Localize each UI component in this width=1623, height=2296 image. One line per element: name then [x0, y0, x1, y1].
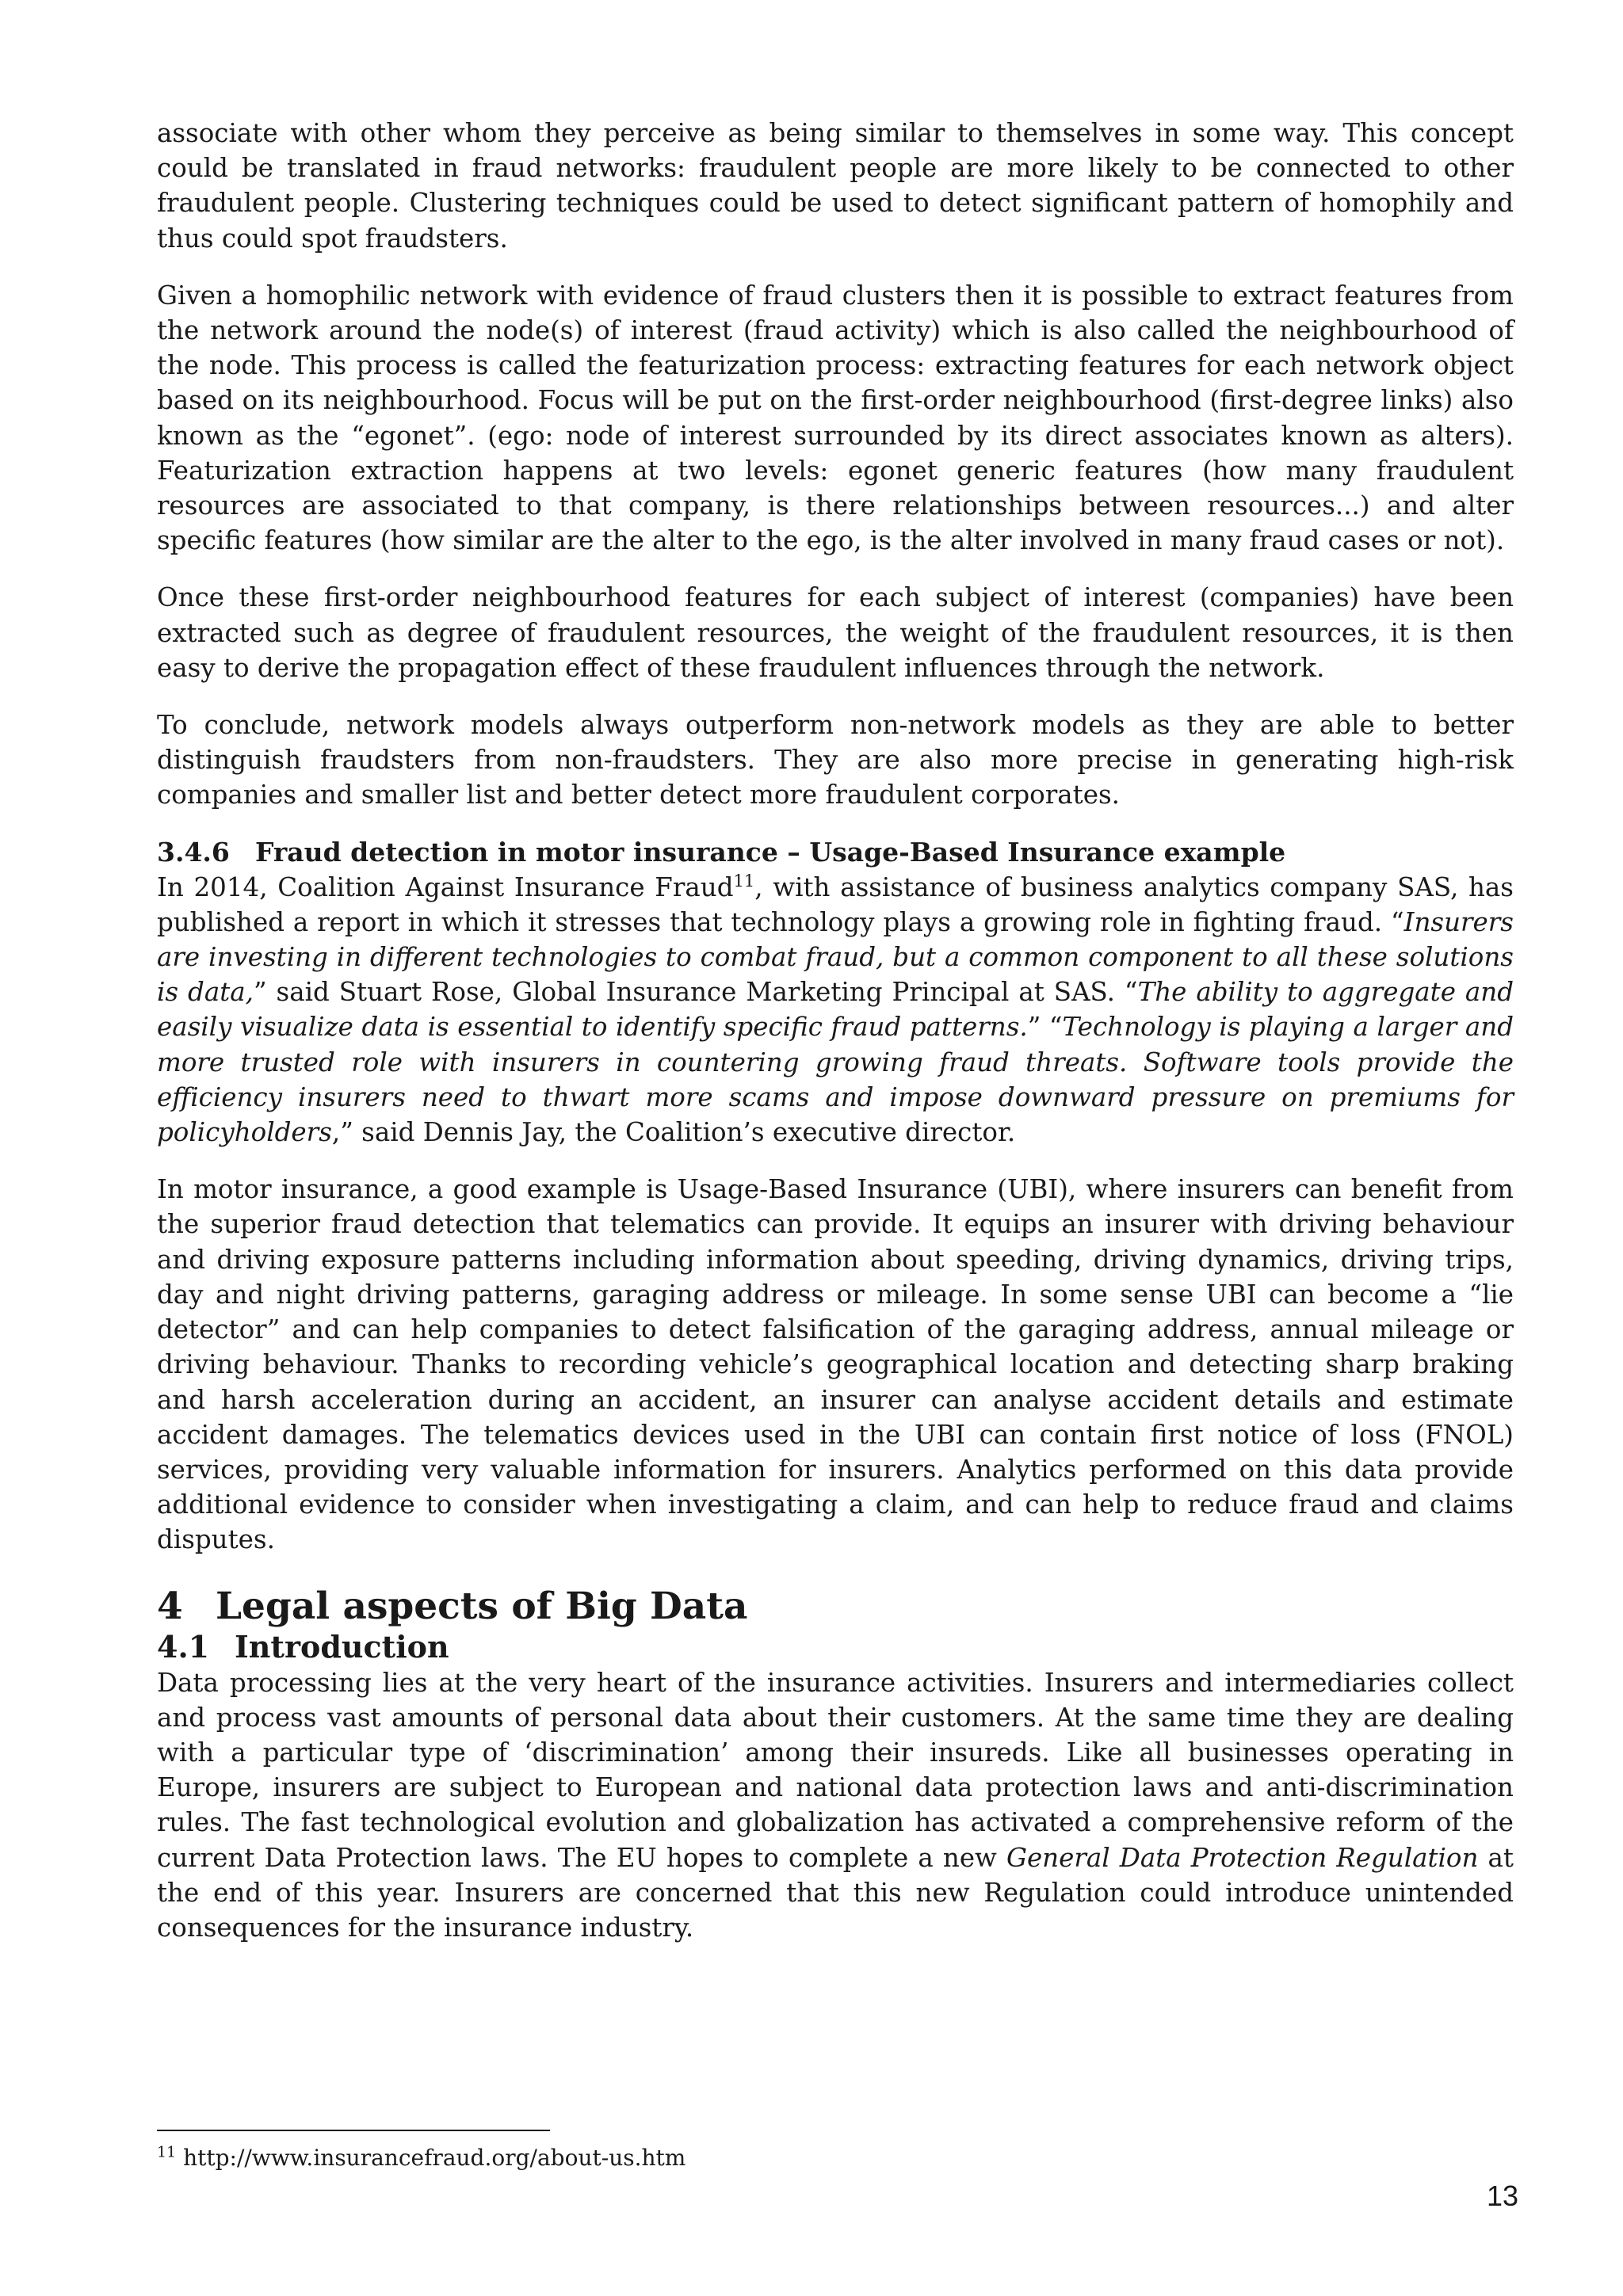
paragraph-featurization: Given a homophilic network with evidence of fraud clusters then it is possible to extract features from the network around the node(s) of interest (fraud activity) which is also called the neighbourhood of the node. This process is called the featurization process: extracting features for each network object based on its neighbourhood. Focus will be put on the first-order neighbourhood (first-degree links) also known as the “egonet”. (ego: node of interest surrounded by its direct associates known as alters). Featurization extraction happens at two levels: egonet generic features (how many fraudulent resources are associated to that company, is there relationships between resources...) and alter specific features (how similar are the alter to the ego, is the alter involved in many fraud cases or not). [157, 280, 1514, 556]
quote-dennis-jay: Technology is playing a larger and more trusted role with insurers in countering growing fraud threats. Software tools provide the efficiency insurers need to thwart more scams and impose downward pressure on premiums for policyholders [157, 1012, 1514, 1148]
text-run: ,” said Dennis Jay, the Coalition’s executive director. [331, 1117, 1016, 1148]
section-heading-3-4-6 [157, 835, 1514, 870]
section-title: Fraud detection in motor insurance – Usage-Based Insurance example [255, 836, 1286, 868]
paragraph-introduction [157, 1665, 1514, 1946]
paragraph-conclusion: To conclude, network models always outperform non-network models as they are able to better distinguish fraudsters from non-fraudsters. They are also more precise in generating high-risk companies and smaller list and better detect more fraudulent corporates. [157, 710, 1514, 810]
chapter-title: Legal aspects of Big Data [216, 1584, 748, 1628]
gdpr-title: General Data Protection Regulation [1006, 1842, 1479, 1873]
section-number: 3.4.6 [157, 836, 230, 868]
section-number: 4.1 [157, 1628, 210, 1665]
footnote-url[interactable]: http://www.insurancefraud.org/about-us.htm [176, 2145, 686, 2171]
page-body [157, 116, 1514, 1967]
text-run: ” “ [1027, 1012, 1063, 1043]
section-heading-4-1 [157, 1629, 1514, 1665]
footnote-reference: 11 [733, 871, 755, 891]
footnote [157, 2144, 685, 2172]
paragraph-propagation: Once these first-order neighbourhood features for each subject of interest (companies) have been extracted such as degree of fraudulent resources, the weight of the fraudulent resources, it is then easy to derive the propagation effect of these fraudulent influences through the network. [157, 582, 1514, 683]
chapter-number: 4 [157, 1584, 183, 1628]
footnote-marker: 11 [157, 2143, 177, 2161]
chapter-heading-4 [157, 1585, 1514, 1629]
paragraph-ubi: In motor insurance, a good example is Usage-Based Insurance (UBI), where insurers can benefit from the superior fraud detection that telematics can provide. It equips an insurer with driving behaviour and driving exposure patterns including information about speeding, driving dynamics, driving trips, day and night driving patterns, garaging address or mileage. In some sense UBI can become a “lie detector” and can help companies to detect falsification of the garaging address, annual mileage or driving behaviour. Thanks to recording vehicle’s geographical location and detecting sharp braking and harsh acceleration during an accident, an insurer can analyse accident details and estimate accident damages. The telematics devices used in the UBI can contain first notice of loss (FNOL) services, providing very valuable information for insurers. Analytics performed on this data provide additional evidence to consider when investigating a claim, and can help to reduce fraud and claims disputes. [157, 1174, 1514, 1555]
text-run: Data processing lies at the very heart of the insurance activities. Insurers and intermediaries collect and process vast amounts of personal data about their customers. At the same time they are dealing with a particular type of ‘discrimination’ among their insureds. Like all businesses operating in Europe, insurers are subject to European and national data protection laws and anti-discrimination rules. The fast technological evolution and globalization has activated a comprehensive reform of the current Data Protection laws. The EU hopes to complete a new [157, 1667, 1514, 1873]
quote-stuart-rose-1: Insurers are investing in different technologies to combat fraud, but a common component to all these solutions is data, [157, 906, 1514, 1008]
section-title: Introduction [235, 1628, 449, 1665]
text-run: at the end of this year. Insurers are concerned that this new Regulation could introduce unintended consequences for the insurance industry. [157, 1842, 1514, 1943]
footnote-divider [157, 2130, 550, 2131]
paragraph-coalition [157, 870, 1514, 1150]
paragraph-homophily: associate with other whom they perceive as being similar to themselves in some way. This concept could be translated in fraud networks: fraudulent people are more likely to be connected to other fraudulent people. Clustering techniques could be used to detect significant pattern of homophily and thus could spot fraudsters. [157, 118, 1514, 254]
page-number: 13 [1486, 2180, 1518, 2212]
text-run: In 2014, Coalition Against Insurance Fraud [157, 871, 734, 902]
quote-stuart-rose-2: The ability to aggregate and easily visualize data is essential to identify specific fraud patterns. [157, 977, 1514, 1043]
text-run: ” said Stuart Rose, Global Insurance Marketing Principal at SAS. “ [253, 977, 1138, 1008]
text-run: , with assistance of business analytics company SAS, has published a report in which it stresses that technology plays a growing role in fighting fraud. “ [157, 871, 1514, 937]
